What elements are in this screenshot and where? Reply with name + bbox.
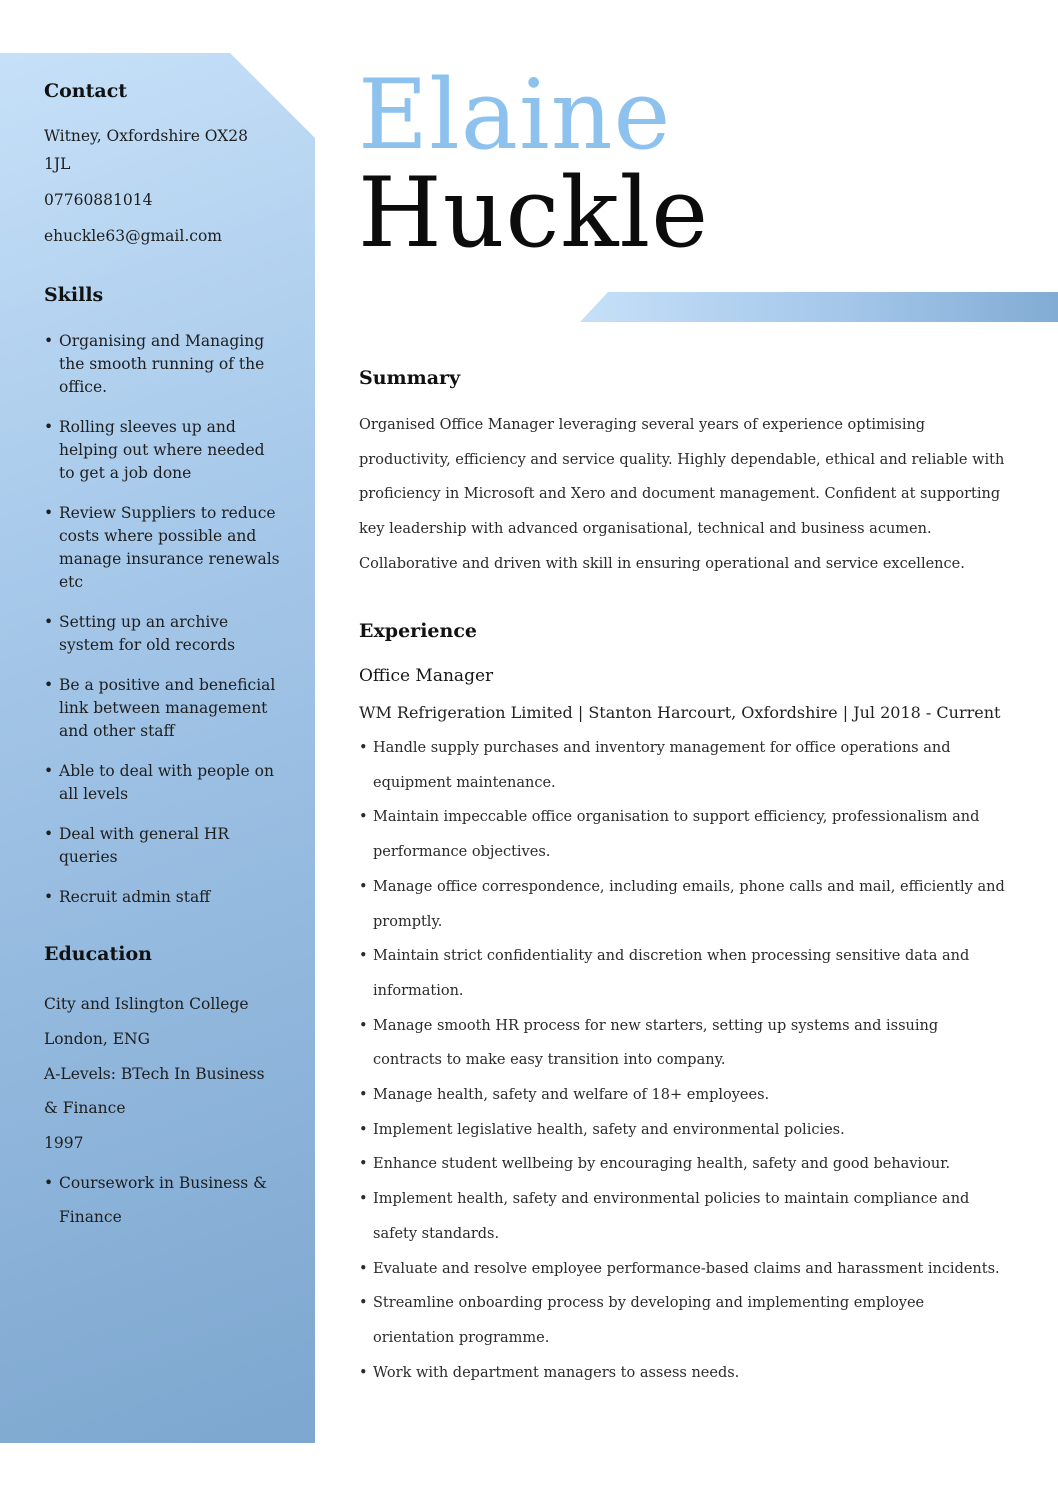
skill-item: • Be a positive and beneficial link between management and other staff: [44, 674, 280, 743]
skill-item: • Organising and Managing the smooth running of the office.: [44, 330, 280, 399]
experience-item: • Manage health, safety and welfare of 18+ employees.: [359, 1078, 1009, 1113]
email: ehuckle63@gmail.com: [44, 227, 222, 245]
experience-item: • Evaluate and resolve employee performance-based claims and harassment incidents.: [359, 1252, 1009, 1287]
skills-heading: Skills: [44, 284, 104, 306]
education-heading: Education: [44, 943, 152, 965]
skill-item: • Deal with general HR queries: [44, 823, 280, 869]
phone: 07760881014: [44, 191, 153, 209]
experience-item: • Handle supply purchases and inventory management for office operations and equipment maintenance.: [359, 731, 1009, 800]
education-item: • Coursework in Business & Finance: [44, 1166, 280, 1234]
skill-item: • Rolling sleeves up and helping out where needed to get a job done: [44, 416, 280, 485]
skills-list: [44, 330, 280, 926]
experience-item: • Implement legislative health, safety and environmental policies.: [359, 1113, 1009, 1148]
address-line-1: Witney, Oxfordshire OX28: [44, 127, 248, 145]
education-qualification-1: A-Levels: BTech In Business: [44, 1065, 265, 1083]
job-meta: WM Refrigeration Limited | Stanton Harcourt, Oxfordshire | Jul 2018 - Current: [359, 703, 1001, 722]
summary-heading: Summary: [359, 367, 461, 389]
summary-text: Organised Office Manager leveraging several years of experience optimising productivity, efficiency and service quality. Highly dependable, ethical and reliable with proficiency in Microsoft and Xero and document management. Confident at supporting key leadership with advanced organisational, technical and business acumen. Collaborative and driven with skill in ensuring operational and service excellence.: [359, 417, 1005, 572]
skill-item: • Recruit admin staff: [44, 886, 280, 909]
experience-item: • Maintain impeccable office organisation to support efficiency, professionalism and performance objectives.: [359, 800, 1009, 869]
education-location: London, ENG: [44, 1030, 150, 1048]
address-line-2: 1JL: [44, 155, 71, 173]
experience-item: • Implement health, safety and environmental policies to maintain compliance and safety standards.: [359, 1182, 1009, 1251]
last-name: Huckle: [358, 157, 709, 269]
experience-item: • Streamline onboarding process by developing and implementing employee orientation programme.: [359, 1286, 1009, 1355]
experience-item: • Manage smooth HR process for new starters, setting up systems and issuing contracts to make easy transition into company.: [359, 1009, 1009, 1078]
contact-heading: Contact: [44, 80, 128, 102]
accent-bar: [580, 292, 1058, 322]
skill-item: • Setting up an archive system for old records: [44, 611, 280, 657]
experience-heading: Experience: [359, 620, 477, 642]
experience-list: [359, 731, 1009, 1390]
education-year: 1997: [44, 1134, 84, 1152]
skill-item: • Review Suppliers to reduce costs where possible and manage insurance renewals etc: [44, 502, 280, 594]
experience-item: • Work with department managers to assess needs.: [359, 1356, 1009, 1391]
job-title: Office Manager: [359, 666, 494, 686]
skill-item: • Able to deal with people on all levels: [44, 760, 280, 806]
experience-item: • Maintain strict confidentiality and discretion when processing sensitive data and information.: [359, 939, 1009, 1008]
education-qualification-2: & Finance: [44, 1099, 126, 1117]
experience-item: • Manage office correspondence, including emails, phone calls and mail, efficiently and promptly.: [359, 870, 1009, 939]
education-school: City and Islington College: [44, 995, 249, 1013]
first-name: Elaine: [358, 59, 672, 171]
education-list: [44, 1166, 280, 1251]
experience-item: • Enhance student wellbeing by encouraging health, safety and good behaviour.: [359, 1147, 1009, 1182]
